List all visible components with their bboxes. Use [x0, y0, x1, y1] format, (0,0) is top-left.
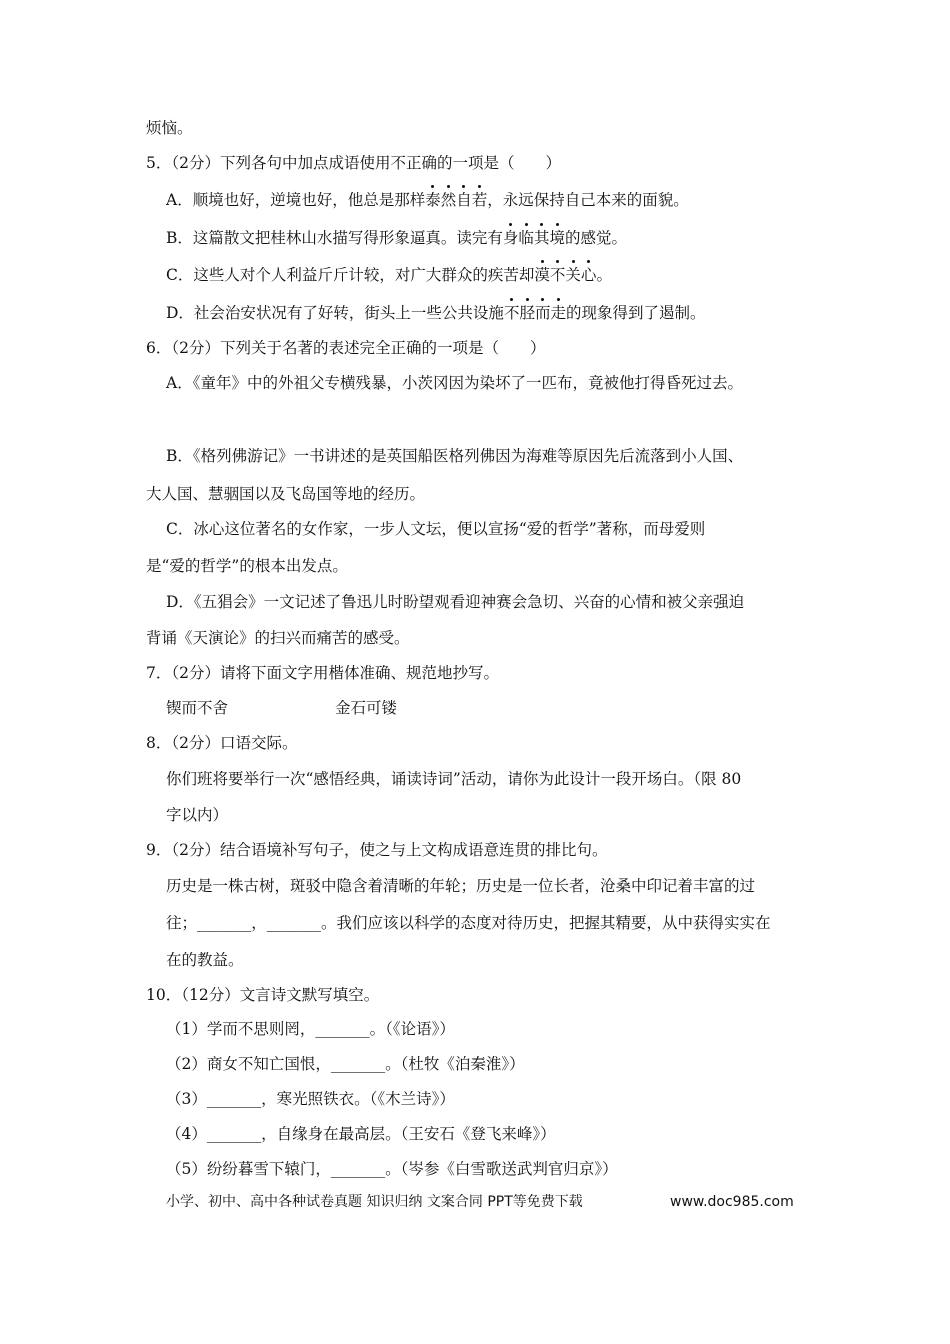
question-10-item-3: （3）_______，寒光照铁衣。（《木兰诗》） [166, 1090, 455, 1108]
dotted-idiom [503, 229, 565, 247]
question-7-word-1: 锲而不舍 [166, 699, 229, 717]
question-5-option-d [166, 303, 706, 323]
dotted-char: 胫 [519, 304, 535, 322]
question-8-body-cont: 字以内） [166, 806, 229, 824]
option-text: B．这篇散文把桂林山水描写得形象逼真。读完有 [166, 229, 503, 247]
dotted-char: 不 [503, 304, 520, 322]
option-text: C．这些人对个人利益斤斤计较，对广大群众的疾苦却 [166, 266, 535, 284]
dotted-char: 其 [533, 229, 550, 247]
question-6-stem: 6．（2分）下列关于名著的表述完全正确的一项是（ ） [146, 339, 546, 357]
dotted-char: 自 [456, 191, 472, 209]
dotted-char: 心 [580, 266, 597, 284]
dotted-char: 漠 [534, 266, 550, 284]
question-5-stem: 5．（2分）下列各句中加点成语使用不正确的一项是（ ） [146, 154, 561, 172]
dotted-char: 临 [518, 229, 534, 247]
option-text: 。 [596, 266, 612, 284]
option-text: 的现象得到了遏制。 [566, 304, 706, 322]
question-6-option-c: C．冰心这位著名的女作家，一步人文坛，便以宣扬“爱的哲学”著称，而母爱则 [166, 520, 706, 538]
question-5-option-b [166, 228, 627, 248]
option-text: A．顺境也好，逆境也好，他总是那样 [166, 191, 426, 209]
option-text: D．社会治安状况有了好转，街头上一些公共设施 [166, 304, 504, 322]
dotted-idiom [534, 266, 596, 284]
dotted-char: 然 [440, 191, 457, 209]
dotted-char: 而 [534, 304, 551, 322]
dotted-char: 泰 [425, 191, 441, 209]
question-9-body-end: 在的教益。 [166, 951, 244, 969]
question-6-option-c-cont: 是“爱的哲学”的根本出发点。 [146, 557, 348, 575]
question-9-body: 历史是一株古树，斑驳中隐含着清晰的年轮；历史是一位长者，沧桑中印记着丰富的过 [166, 877, 756, 895]
question-10-item-4: （4）_______，自缘身在最高层。（王安石《登飞来峰》） [166, 1125, 556, 1143]
question-6-option-b: B．《格列佛游记》一书讲述的是英国船医格列佛因为海难等原因先后流落到小人国、 [166, 447, 744, 465]
question-10-stem: 10．（12分）文言诗文默写填空。 [146, 986, 380, 1004]
question-5-option-c [166, 265, 612, 285]
dotted-char: 身 [502, 229, 519, 247]
option-text: 的感觉。 [564, 229, 627, 247]
question-9-stem: 9．（2分）结合语境补写句子，使之与上文构成语意连贯的排比句。 [146, 841, 608, 859]
dotted-char: 走 [550, 304, 566, 322]
question-10-item-5: （5）纷纷暮雪下辕门，_______。（岑参《白雪歌送武判官归京》） [166, 1160, 618, 1178]
dotted-char: 境 [549, 229, 565, 247]
question-6-option-b-cont: 大人国、慧骃国以及飞岛国等地的经历。 [146, 485, 426, 503]
question-6-option-d: D．《五猖会》一文记述了鲁迅儿时盼望观看迎神赛会急切、兴奋的心情和被父亲强迫 [166, 593, 745, 611]
question-10-item-2: （2）商女不知亡国恨，_______。（杜牧《泊秦淮》） [166, 1055, 525, 1073]
question-5-option-a [166, 190, 689, 210]
dotted-char: 不 [549, 266, 566, 284]
question-8-body: 你们班将要举行一次“感悟经典，诵读诗词”活动，请你为此设计一段开场白。（限 80 [166, 770, 742, 788]
question-6-option-d-cont: 背诵《天演论》的扫兴而痛苦的感受。 [146, 629, 410, 647]
option-text: ，永远保持自己本来的面貌。 [487, 191, 689, 209]
dotted-idiom [504, 304, 566, 322]
dotted-idiom [425, 191, 487, 209]
dotted-char: 关 [565, 266, 581, 284]
text-line: 烦恼。 [146, 119, 193, 137]
footer-text: 小学、初中、高中各种试卷真题 知识归纳 文案合同 PPT等免费下载 [166, 1194, 583, 1210]
question-10-item-1: （1）学而不思则罔，_______。（《论语》） [166, 1020, 455, 1038]
question-8-stem: 8．（2分）口语交际。 [146, 734, 298, 752]
question-9-body-cont: 往；_______，_______。我们应该以科学的态度对待历史，把握其精要，从中获得实实在 [166, 914, 771, 932]
question-6-option-a: A．《童年》中的外祖父专横残暴，小茨冈因为染坏了一匹布，竟被他打得昏死过去。 [166, 374, 743, 392]
dotted-char: 若 [471, 191, 488, 209]
footer-url: www.doc985.com [670, 1194, 794, 1210]
question-7-stem: 7．（2分）请将下面文字用楷体准确、规范地抄写。 [146, 664, 499, 682]
question-7-word-2: 金石可镂 [335, 699, 398, 717]
